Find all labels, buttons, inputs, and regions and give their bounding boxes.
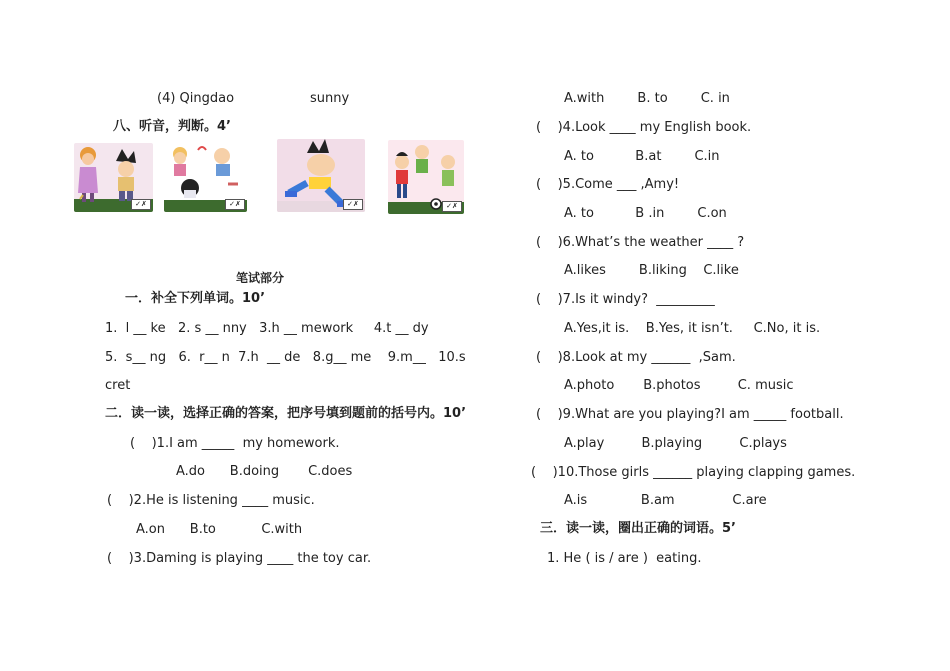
question-10-options: A.is B.am C.are [564, 493, 767, 508]
tick-cross-box: ✓✗ [442, 201, 462, 212]
section-3-question-1: 1. He ( is / are ) eating. [547, 551, 702, 566]
section-8-title: 八、听音，判断。4’ [113, 119, 231, 134]
children-playing-illustration [164, 142, 247, 212]
woman-and-boy-illustration [74, 143, 153, 212]
question-9: ( )9.What are you playing?I am _____ football. [536, 407, 844, 422]
question-3-options: A.with B. to C. in [564, 91, 730, 106]
section-2-title: 二．读一读，选择正确的答案，把序号填到题前的括号内。10’ [105, 406, 467, 421]
question-10: ( )10.Those girls ______ playing clapping games. [531, 465, 856, 480]
question-9-options: A.play B.playing C.plays [564, 436, 787, 451]
question-7: ( )7.Is it windy? _________ [536, 292, 715, 307]
question-2-options: A.on B.to C.with [136, 522, 303, 537]
words-line-1: 1. l __ ke 2. s __ nny 3.h __ mework 4.t __ dy [105, 321, 429, 336]
question-6: ( )6.What’s the weather ____ ? [536, 235, 745, 250]
kids-playing-football-illustration [388, 140, 464, 214]
question-8: ( )8.Look at my ______ ,Sam. [536, 350, 736, 365]
tick-cross-box: ✓✗ [131, 199, 151, 210]
question-8-options: A.photo B.photos C. music [564, 378, 794, 393]
tick-cross-box: ✓✗ [343, 199, 363, 210]
question-4: ( )4.Look ____ my English book. [536, 120, 752, 135]
listening-word: sunny [310, 91, 350, 106]
section-1-title: 一．补全下列单词。10’ [125, 291, 266, 306]
question-4-options: A. to B.at C.in [564, 149, 720, 164]
words-line-2: 5. s__ ng 6. r__ n 7.h __ de 8.g__ me 9.m__ 10.s [105, 350, 466, 365]
written-part-heading: 笔试部分 [236, 271, 285, 285]
question-1: ( )1.I am _____ my homework. [130, 436, 340, 451]
question-5-options: A. to B .in C.on [564, 206, 727, 221]
question-5: ( )5.Come ___ ,Amy! [536, 177, 680, 192]
listening-item-4: (4) Qingdao [157, 91, 235, 106]
question-7-options: A.Yes,it is. B.Yes, it isn’t. C.No, it is. [564, 321, 821, 336]
tick-cross-box: ✓✗ [225, 199, 245, 210]
question-2: ( )2.He is listening ____ music. [107, 493, 315, 508]
question-6-options: A.likes B.liking C.like [564, 263, 739, 278]
boy-jumping-illustration [277, 139, 365, 212]
question-3: ( )3.Daming is playing ____ the toy car. [107, 551, 372, 566]
question-1-options: A.do B.doing C.does [176, 464, 353, 479]
section-3-title: 三．读一读，圈出正确的词语。5’ [540, 521, 736, 536]
words-line-3: cret [105, 378, 131, 393]
